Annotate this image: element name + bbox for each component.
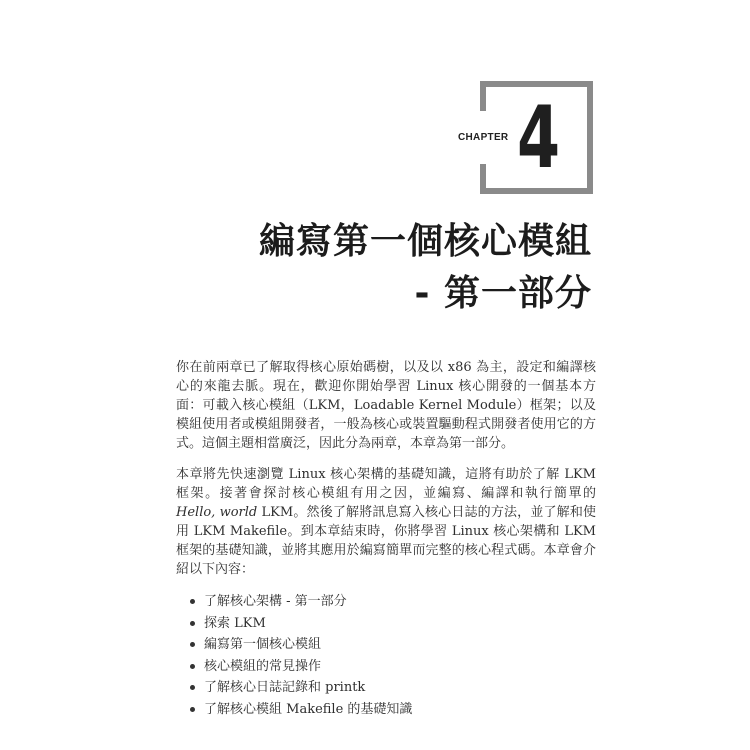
topic-list-item: 探索 LKM	[190, 613, 596, 635]
topic-list-item: 了解核心架構 - 第一部分	[190, 591, 596, 613]
chapter-number: 4	[517, 88, 561, 188]
topic-list-item: 編寫第一個核心模組	[190, 634, 596, 656]
intro-paragraph-2-part-a: 本章將先快速瀏覽 Linux 核心架構的基礎知識，這將有助於了解 LKM 框架。接著會探討核心模組有用之因，並編寫、編譯和執行簡單的	[176, 467, 596, 501]
chapter-label: CHAPTER	[458, 132, 509, 143]
topic-list-item: 了解核心日誌記錄和 printk	[190, 677, 596, 699]
chapter-title-line-1: 編寫第一個核心模組	[258, 221, 592, 262]
chapter-title-line-2: - 第一部分	[414, 273, 592, 314]
chapter-body	[176, 358, 596, 720]
chapter-title	[259, 216, 592, 320]
intro-paragraph-2	[176, 465, 596, 579]
topic-list	[176, 591, 596, 720]
intro-paragraph-2-part-b: LKM。然後了解將訊息寫入核心日誌的方法，並了解和使用 LKM Makefile。到本章結束時，你將學習 Linux 核心架構和 LKM 框架的基礎知識，並將其應用於編寫簡單而完整的核心程式碼。本章會介紹以下內容：	[176, 505, 596, 577]
topic-list-item: 核心模組的常見操作	[190, 656, 596, 678]
topic-list-item: 了解核心模組 Makefile 的基礎知識	[190, 699, 596, 721]
intro-paragraph-1: 你在前兩章已了解取得核心原始碼樹，以及以 x86 為主，設定和編譯核心的來龍去脈。現在，歡迎你開始學習 Linux 核心開發的一個基本方面：可載入核心模組（LKM，Loadable Kernel Module）框架；以及模組使用者或模組開發者，一般為核心或裝置驅動程式開發者使用它的方式。這個主題相當廣泛，因此分為兩章，本章為第一部分。	[176, 360, 596, 451]
intro-paragraph-2-emphasis: Hello, world	[176, 505, 258, 520]
